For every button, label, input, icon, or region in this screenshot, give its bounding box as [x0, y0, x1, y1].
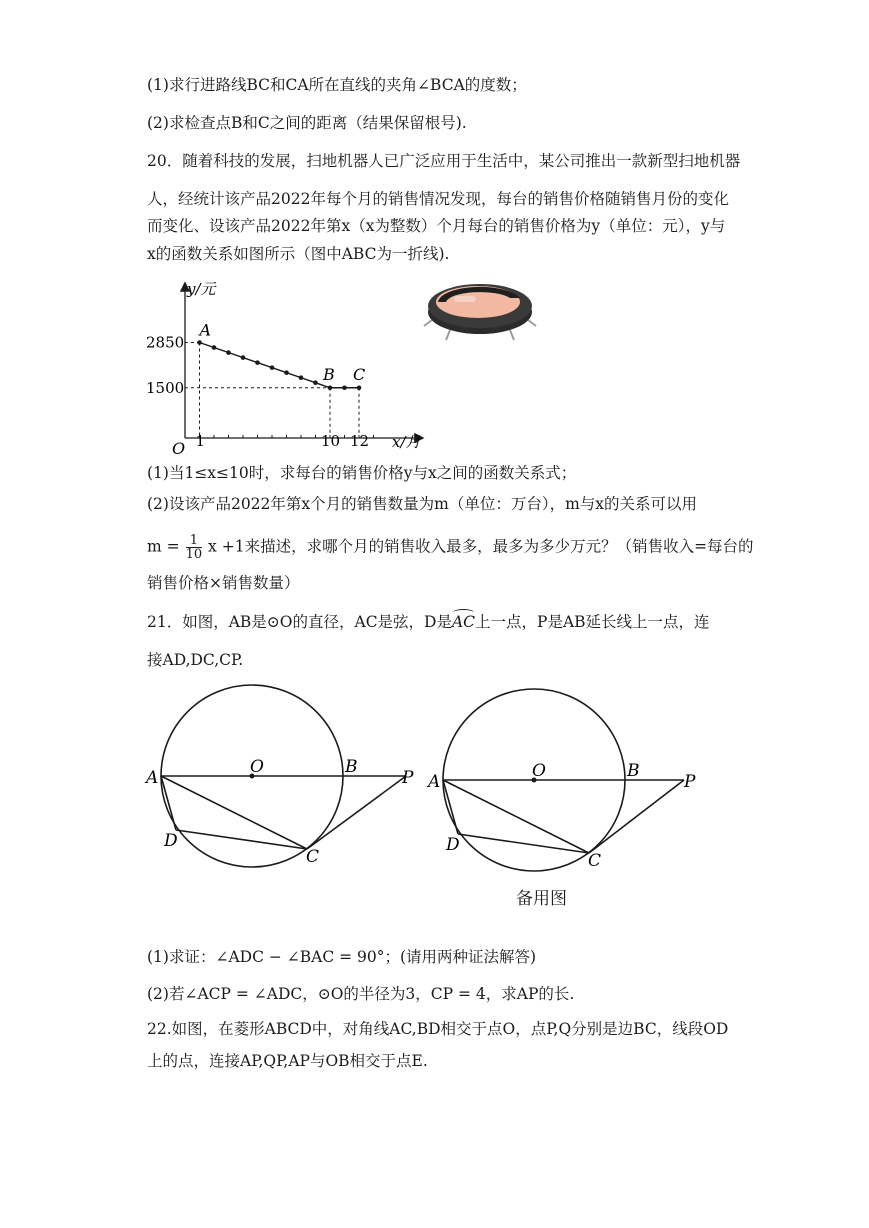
q20-part2-line2 [147, 534, 754, 561]
x-tick-label: 1 [195, 432, 206, 450]
y-tick-label: 2850 [146, 333, 185, 352]
q21-figure-main [140, 684, 420, 874]
q20-line4: x的函数关系如图所示（图中ABC为一折线). [147, 245, 450, 263]
q21-part1: (1)求证：∠ADC − ∠BAC = 90°；(请用两种证法解答) [147, 948, 537, 966]
label-c: C [588, 851, 602, 871]
q20-line2: 人，经统计该产品2022年每个月的销售情况发现，每台的销售价格随销售月份的变化 [147, 190, 729, 208]
q21-line1 [147, 612, 710, 632]
monthly-data-point [284, 370, 289, 375]
q20-line1: 20．随着科技的发展，扫地机器人已广泛应用于生活中，某公司推出一款新型扫地机器 [147, 152, 741, 170]
q20-part2-line1: (2)设该产品2022年第x个月的销售数量为m（单位：万台），m与x的关系可以用 [147, 495, 698, 513]
q22-line1: 22.如图，在菱形ABCD中，对角线AC,BD相交于点O，点P,Q分别是边BC，线段OD [147, 1020, 729, 1038]
q19-part1: (1)求行进路线BC和CA所在直线的夹角∠BCA的度数； [147, 76, 527, 94]
monthly-data-point [226, 350, 231, 355]
label-o: O [250, 757, 264, 777]
q21-line2: 接AD,DC,CP. [147, 651, 244, 669]
robot-vacuum-image [420, 268, 540, 348]
label-p: P [402, 768, 414, 788]
monthly-data-point [342, 385, 347, 390]
y-axis-label: y/元 [187, 280, 216, 298]
q19-part2: (2)求检查点B和C之间的距离（结果保留根号). [147, 114, 467, 132]
q20-part2-line3: 销售价格×销售数量） [147, 574, 300, 592]
fraction-one-tenth [186, 534, 203, 561]
monthly-data-point [197, 340, 202, 345]
m-equals: m = [147, 537, 180, 556]
monthly-data-point [212, 345, 217, 350]
point-label-c: C [353, 364, 366, 384]
monthly-data-point [255, 360, 260, 365]
point-label-a: A [199, 320, 212, 340]
label-d: D [446, 835, 460, 855]
monthly-data-point [313, 380, 318, 385]
q21-figure-spare [422, 688, 702, 878]
x-tick-label: 10 [321, 432, 341, 450]
monthly-data-point [357, 385, 362, 390]
q20-price-chart [146, 278, 440, 458]
label-b: B [627, 761, 640, 781]
x-axis-label: x/月 [392, 433, 421, 451]
q21-part2: (2)若∠ACP = ∠ADC，⊙O的半径为3，CP = 4，求AP的长. [147, 985, 575, 1003]
m-formula-rest: x +1来描述，求哪个月的销售收入最多，最多为多少万元？（销售收入=每台的 [208, 537, 754, 556]
q22-line2: 上的点，连接AP,QP,AP与OB相交于点E. [147, 1052, 428, 1070]
q21-line1-a: 21．如图，AB是⊙O的直径，AC是弦，D是 [147, 613, 452, 631]
origin-label: O [172, 439, 186, 458]
x-tick-label: 12 [350, 432, 370, 450]
monthly-data-point [299, 375, 304, 380]
price-polyline [200, 343, 360, 388]
fraction-numerator: 1 [186, 534, 203, 548]
fraction-denominator: 10 [185, 547, 203, 562]
label-d: D [164, 831, 178, 851]
point-label-b: B [323, 364, 335, 384]
q20-part1: (1)当1≤x≤10时，求每台的销售价格y与x之间的函数关系式； [147, 464, 577, 482]
y-tick-label: 1500 [146, 378, 185, 397]
label-a: A [428, 772, 441, 792]
monthly-data-point [241, 355, 246, 360]
label-o: O [532, 761, 546, 781]
spare-figure-caption: 备用图 [516, 889, 567, 909]
label-p: P [684, 772, 696, 792]
q20-line3: 而变化、设该产品2022年第x（x为整数）个月每台的销售价格为y（单位：元），y与 [147, 217, 726, 235]
arc-ac: AC [451, 613, 476, 631]
q21-line1-b: 上一点，P是AB延长线上一点，连 [475, 613, 710, 631]
monthly-data-point [328, 385, 333, 390]
monthly-data-point [270, 365, 275, 370]
label-c: C [306, 847, 320, 867]
label-b: B [345, 757, 358, 777]
label-a: A [146, 768, 159, 788]
